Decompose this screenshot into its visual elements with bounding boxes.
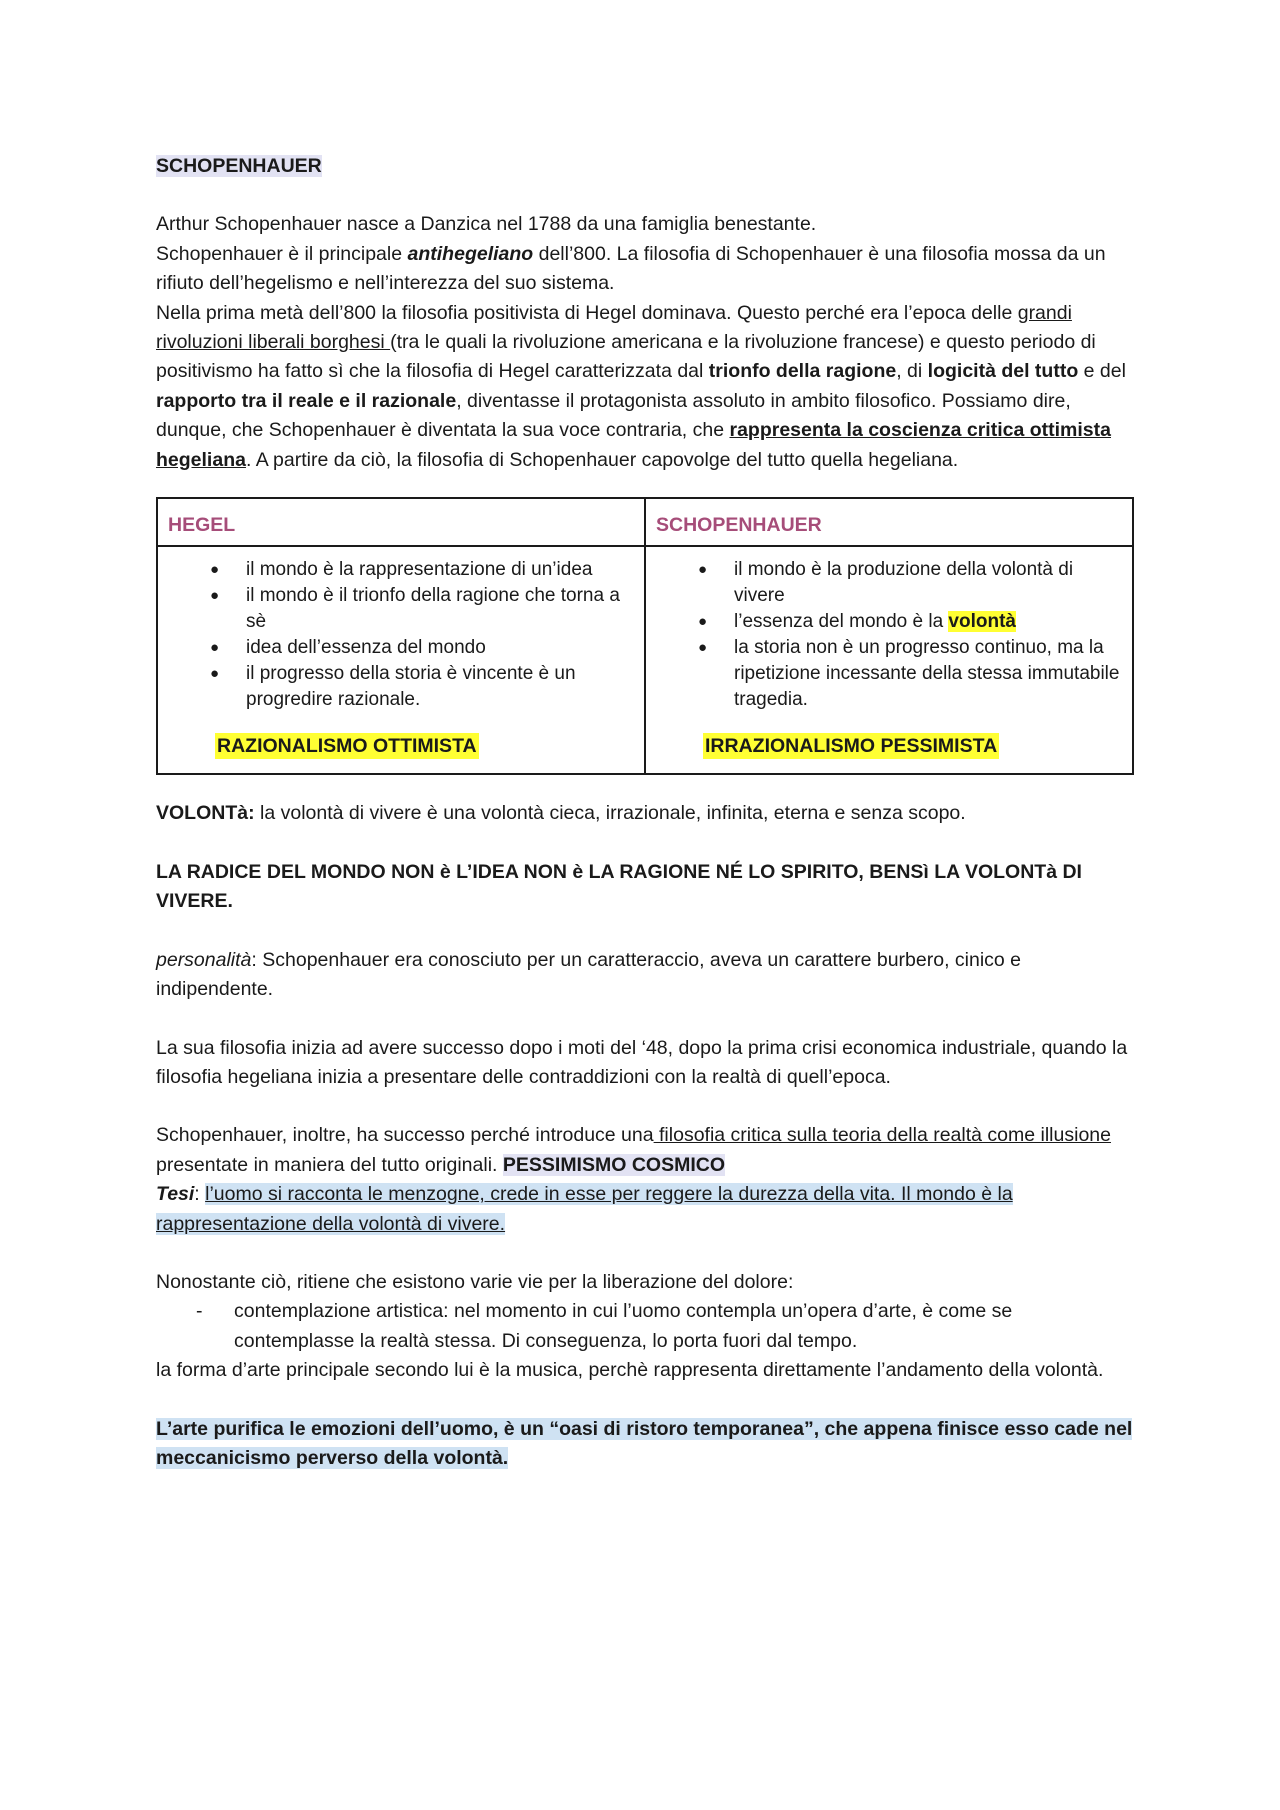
list-item: ● il mondo è il trionfo della ragione che torna a sè	[168, 583, 634, 635]
list-item: - contemplazione artistica: nel momento in cui l’uomo contempla un’opera d’arte, è come se contemplasse la realtà stessa. Di conseguenza, lo porta fuori dal tempo.	[156, 1297, 1136, 1356]
schopenhauer-list	[656, 557, 1122, 713]
table-header-schopenhauer: SCHOPENHAUER	[645, 498, 1133, 546]
table-header-hegel: HEGEL	[157, 498, 645, 546]
hegel-label: RAZIONALISMO OTTIMISTA	[217, 735, 477, 758]
personalita-paragraph: personalità: Schopenhauer era conosciuto per un caratteraccio, aveva un carattere burbero, cinico e indipendente.	[156, 948, 1022, 1001]
radice-statement: LA RADICE DEL MONDO NON è L’IDEA NON è LA RAGIONE NÉ LO SPIRITO, BENSì LA VOLONTà DI VIVERE.	[156, 860, 1082, 913]
hegel-cell	[157, 546, 645, 774]
intro-line: Arthur Schopenhauer nasce a Danzica nel 1788 da una famiglia benestante.	[156, 213, 817, 236]
successo-paragraph: La sua filosofia inizia ad avere successo dopo i moti del ‘48, dopo la prima crisi economica industriale, quando la filosofia hegeliana inizia a presentare delle contraddizioni con la realtà di quell’epoca.	[156, 1036, 1128, 1088]
list-item: ● il progresso della storia è vincente è un progredire razionale.	[168, 661, 634, 713]
comparison-table	[156, 497, 1134, 775]
liberazione-list	[156, 1297, 1136, 1356]
intro-paragraph-hegel: Nella prima metà dell’800 la filosofia positivista di Hegel dominava. Questo perché era l’epoca delle grandi rivoluzioni liberali borghesi (tra le quali la rivoluzione americana e la rivoluzione francese) e questo periodo di positivismo ha fatto sì che la filosofia di Hegel caratterizzata dal trionfo della ragione, di logicità del tutto e del rapporto tra il reale e il razionale, diventasse il protagonista assoluto in ambito filosofico. Possiamo dire, dunque, che Schopenhauer è diventata la sua voce contraria, che rappresenta la coscienza critica ottimista hegeliana. A partire da ciò, la filosofia di Schopenhauer capovolge del tutto quella hegeliana.	[156, 301, 1126, 471]
intro-paragraph-antihegel: Schopenhauer è il principale antihegeliano dell’800. La filosofia di Schopenhauer è una filosofia mossa da un rifiuto dell’hegelismo e nell’interezza del suo sistema.	[156, 242, 1106, 295]
list-item: ● l’essenza del mondo è la volontà	[656, 609, 1122, 635]
list-item: ● la storia non è un progresso continuo, ma la ripetizione incessante della stessa immutabile tragedia.	[656, 635, 1122, 713]
schopenhauer-label: IRRAZIONALISMO PESSIMISTA	[705, 735, 998, 758]
list-item: ● il mondo è la produzione della volontà di vivere	[656, 557, 1122, 609]
list-item: ● il mondo è la rappresentazione di un’idea	[168, 557, 634, 583]
hegel-list	[168, 557, 634, 713]
page-title: SCHOPENHAUER	[156, 155, 322, 177]
schopenhauer-cell	[645, 546, 1133, 774]
document-body	[156, 152, 1136, 1473]
nonostante-paragraph: Nonostante ciò, ritiene che esistono varie vie per la liberazione del dolore:	[156, 1270, 794, 1293]
arte-paragraph: L’arte purifica le emozioni dell’uomo, è un “oasi di ristoro temporanea”, che appena finisce esso cade nel meccanicismo perverso della volontà.	[156, 1417, 1133, 1469]
inoltre-paragraph: Schopenhauer, inoltre, ha successo perché introduce una filosofia critica sulla teoria della realtà come illusione presentate in maniera del tutto originali. PESSIMISMO COSMICO	[156, 1124, 1111, 1176]
tesi-paragraph: Tesi: l’uomo si racconta le menzogne, crede in esse per reggere la durezza della vita. Il mondo è la rappresentazione della volontà di vivere.	[156, 1183, 1013, 1235]
list-item: ● idea dell’essenza del mondo	[168, 635, 634, 661]
musica-paragraph: la forma d’arte principale secondo lui è la musica, perchè rappresenta direttamente l’andamento della volontà.	[156, 1359, 1104, 1382]
volonta-definition: VOLONTà: la volontà di vivere è una volontà cieca, irrazionale, infinita, eterna e senza scopo.	[156, 802, 966, 825]
